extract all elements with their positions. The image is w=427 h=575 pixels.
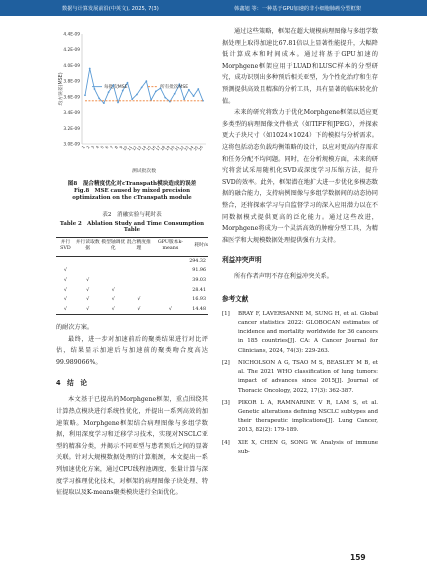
x-tick-label: 4 xyxy=(95,145,100,150)
table-cell xyxy=(152,256,190,266)
reference-text: BRAY F, LAVERSANNE M, SUNG H, et al. Global cancer statistics 2022: GLOBOCAN estimates of incidence and mortality worldwide for 36 cancers in 185 countries[J]. CA: A Cancer Journal for Clinicians, 2024, 74(3): 229-263. xyxy=(238,310,378,354)
paragraph-continuation: 的耐次方案。 xyxy=(56,324,94,332)
data-point xyxy=(174,93,176,95)
figure-caption-cn: 图8 混合精度优化对cTranspath模块造成的误差 xyxy=(67,181,197,187)
journal-citation: 数据与计算发展前沿(中英文), 2025, 7(3) xyxy=(62,6,159,12)
table-cell: √ xyxy=(126,305,152,315)
table-cell xyxy=(126,256,152,266)
table-cell xyxy=(56,256,75,266)
table-cell xyxy=(100,276,126,286)
table-caption-en: Table 2 Ablation Study and Time Consumption Table xyxy=(59,220,205,233)
paragraph-speedup: 通过这些策略，框架在超大规模病理图像与多组学数据处理上取得加速比67.81倍以上显著性能提升，大幅降低计算成本和时间成本。通过将基于GPU加速的Morphgene框架应用于LUAD和LUSC样本的分型研究，成功识别出多种预后相关亚型，为个性化治疗和生存预测提供高效且精准的分析工具，具有显著的临床转化价值。 xyxy=(222,28,378,105)
data-point xyxy=(197,88,199,90)
table-cell: 39.03 xyxy=(192,278,206,284)
x-tick-label: 13 xyxy=(136,145,143,152)
table-cell: √ xyxy=(111,297,115,303)
x-tick-label: 16 xyxy=(150,145,157,152)
data-point xyxy=(188,89,190,91)
x-tick-label: 9 xyxy=(118,145,124,150)
reference-number: [1] xyxy=(222,310,230,317)
reference-item xyxy=(222,310,378,356)
table-cell xyxy=(75,256,101,266)
table-cell: √ xyxy=(63,268,67,274)
mse-chart-svg xyxy=(56,26,208,176)
y-tick-label: 4.4E-09 xyxy=(63,32,80,38)
x-tick-label: 3 xyxy=(90,145,96,150)
paragraph-conclusion: 本文基于已提出的Morphgene框架，重点围绕其计算热点模块进行系统性优化，并提出一系列高效的加速策略。Morphgene框架结合病理图像与多组学数据，利用深度学习和迁移学习技术，实现对NSCLC亚型的精准分类，并揭示不同亚型与患者预后之间的显著关联。针对大规模数据处理的计算瓶颈，本文提出一系列加速优化方案，通过CPU线程池调度、张量计算与深度学习推理优化技术，对框架的病理图像子块处理、特征提取以及K-means聚类模块进行全面优化。 xyxy=(56,396,208,497)
x-tick-label: 7 xyxy=(109,145,115,150)
reference-text: NICHOLSON A G, TSAO M S, BEASLEY M B, et al. The 2021 WHO classification of lung tumors: impact of advances since 2015[J]. Journal of Thoracic Oncology, 2022, 17(3): 362-387. xyxy=(238,359,378,394)
table-header-row xyxy=(56,237,208,256)
reference-number: [4] xyxy=(222,439,230,446)
data-point xyxy=(193,95,195,97)
y-tick-label: 3.6E-09 xyxy=(63,95,80,101)
conflict-statement: 所有作者声明不存在利益冲突关系。 xyxy=(234,273,333,281)
table-cell: √ xyxy=(86,287,90,293)
ablation-table xyxy=(56,237,208,316)
data-point xyxy=(136,94,138,96)
x-tick-label: 24 xyxy=(188,145,195,152)
data-point xyxy=(89,68,91,70)
table-cell: 14.48 xyxy=(189,305,208,315)
legend-label: 每批次MSE xyxy=(104,85,128,91)
table-row xyxy=(56,285,208,295)
x-tick-label: 25 xyxy=(193,145,200,152)
data-point xyxy=(84,94,86,96)
left-column xyxy=(56,26,208,499)
table-cell: 294.32 xyxy=(189,258,206,264)
data-point xyxy=(127,82,129,84)
table-row xyxy=(56,266,208,276)
x-tick-label: 12 xyxy=(131,145,138,152)
y-tick-label: 3.0E-09 xyxy=(63,142,80,148)
table-row xyxy=(56,305,208,315)
x-tick-label: 15 xyxy=(145,145,152,152)
table-cell: √ xyxy=(63,278,67,284)
x-tick-label: 8 xyxy=(114,145,119,150)
reference-text: XIE X, CHEN G, SONG W. Analysis of immune sub- xyxy=(238,439,378,455)
reference-item xyxy=(222,399,378,436)
reference-number: [3] xyxy=(222,399,230,406)
table-row xyxy=(56,256,208,266)
x-tick-label: 10 xyxy=(122,145,129,152)
table-cell: √ xyxy=(111,287,115,293)
table-cell: 28.41 xyxy=(192,287,206,293)
mse-chart xyxy=(56,26,208,176)
x-tick-label: 11 xyxy=(127,145,134,152)
table-cell xyxy=(152,266,190,276)
x-tick-label: 21 xyxy=(174,145,181,152)
table-cell xyxy=(152,285,190,295)
x-tick-label: 17 xyxy=(155,145,162,152)
table-cell: √ xyxy=(86,278,90,284)
table-header-cell: 模型轴调优化 xyxy=(100,237,126,256)
table-cell xyxy=(152,295,190,305)
x-tick-label: 19 xyxy=(164,145,171,152)
table-cell xyxy=(100,266,126,276)
reference-number: [2] xyxy=(222,359,230,366)
running-header xyxy=(0,0,427,16)
table-header-cell: 并行读取数据 xyxy=(75,237,101,256)
y-tick-label: 3.2E-09 xyxy=(63,126,80,132)
y-tick-label: 4.0E-09 xyxy=(63,63,80,69)
data-point xyxy=(183,98,185,100)
data-point xyxy=(164,97,166,99)
y-tick-label: 3.4E-09 xyxy=(63,111,80,117)
table-cell: 16.93 xyxy=(192,297,206,303)
table-header-cell: 并行SVD xyxy=(56,237,75,256)
x-tick-label: 2 xyxy=(85,145,91,150)
table-cell: √ xyxy=(63,297,67,303)
paragraph-clustering-result: 最终，进一步对加速前后的聚类结果进行对比评估，结果显示加速后与加速前的聚类吻合度高达99.989066%。 xyxy=(56,335,208,366)
legend-label: 所有批次MSE xyxy=(160,85,189,91)
section-heading-conclusion: 4 结 论 xyxy=(56,379,87,388)
table-caption-cn: 表2 消融实验与耗时表 xyxy=(102,211,162,218)
article-running-title: 韩鑫旭 等：一种基于GPU加速的非小细胞肺癌分型框架 xyxy=(234,6,361,12)
data-point xyxy=(131,98,133,100)
x-tick-label: 23 xyxy=(183,145,190,152)
table-cell: 91.96 xyxy=(192,268,206,274)
conflict-heading: 利益冲突声明 xyxy=(222,256,262,265)
data-point xyxy=(103,102,105,104)
x-tick-label: 1 xyxy=(81,145,86,150)
data-point xyxy=(94,88,96,90)
figure-caption-en: Fig.8 MSE caused by mixed precision optimization on the cTranspath module xyxy=(72,188,192,202)
table-cell: √ xyxy=(56,305,75,315)
data-point xyxy=(117,101,119,103)
table-cell xyxy=(152,276,190,286)
table-header-cell: 耗时/s xyxy=(189,237,208,256)
x-axis-title: 测试批次数 xyxy=(132,169,156,174)
x-tick-label: 20 xyxy=(169,145,176,152)
table-cell: √ xyxy=(86,297,90,303)
reference-item xyxy=(222,439,378,457)
x-tick-label: 5 xyxy=(100,145,105,150)
reference-text: PIKOR L A, RAMNARINE V R, LAM S, et al. Genetic alterations defining NSCLC subtypes and their therapeutic implications[J]. Lung Cancer, 2013, 82(2): 179-189. xyxy=(238,399,378,434)
reference-item xyxy=(222,359,378,396)
y-tick-label: 4.2E-09 xyxy=(63,48,80,54)
table-body xyxy=(56,256,208,315)
table-row xyxy=(56,276,208,286)
x-tick-label: 6 xyxy=(104,145,110,150)
table-cell xyxy=(100,256,126,266)
y-axis-title: 均方误差(MSE) xyxy=(59,72,64,106)
table-cell xyxy=(126,266,152,276)
table-cell: √ xyxy=(100,305,126,315)
table-cell xyxy=(126,285,152,295)
x-tick-label: 22 xyxy=(178,145,185,152)
right-column xyxy=(222,26,378,457)
page-number: 159 xyxy=(350,553,366,562)
table-cell: √ xyxy=(152,305,190,315)
x-tick-label: 18 xyxy=(160,145,167,152)
reference-list xyxy=(222,310,378,457)
table-cell: √ xyxy=(137,297,141,303)
table-header-cell: 混合精度推理 xyxy=(126,237,152,256)
data-point xyxy=(108,91,110,93)
table-cell: √ xyxy=(75,305,101,315)
table-cell xyxy=(126,276,152,286)
table-cell: √ xyxy=(63,287,67,293)
paragraph-future-work: 未来的研究将致力于优化Morphgene框架以适应更多类型的病理图像文件格式（如TIFF和JPEG），并探索更大子块尺寸（如1024×1024）下的模拟与分析需求。这将包括动态负载均衡策略的设计，以应对更高内存需求和任务分配不均问题。同时，在分析规模方面，未来的研究将尝试采用随机化SVD或深度学习压缩方法，提升SVD的效率。此外，框架潜在地扩大进一步优化多模态数据的融合能力，支持病例图像与多组学数据间的动态协同整合，还将探索学习与自监督学习的深入应用潜力以在不同数据模式提供更高的泛化能力。通过这些改进，Morphgene将成为一个灵活高效的肿瘤分型工具，为精准医学和大规模数据处理提供强有力支持。 xyxy=(222,109,378,244)
data-point xyxy=(141,87,143,89)
data-point xyxy=(145,80,147,82)
table-row xyxy=(56,295,208,305)
table-cell xyxy=(75,266,101,276)
data-point xyxy=(155,90,157,92)
data-point xyxy=(98,98,100,100)
references-heading: 参考文献 xyxy=(222,294,249,303)
y-tick-label: 3.8E-09 xyxy=(63,79,80,85)
x-tick-label: 14 xyxy=(141,145,148,152)
x-tick-label: 26 xyxy=(197,145,204,152)
table-header-cell: GPU版本k-means xyxy=(152,237,190,256)
